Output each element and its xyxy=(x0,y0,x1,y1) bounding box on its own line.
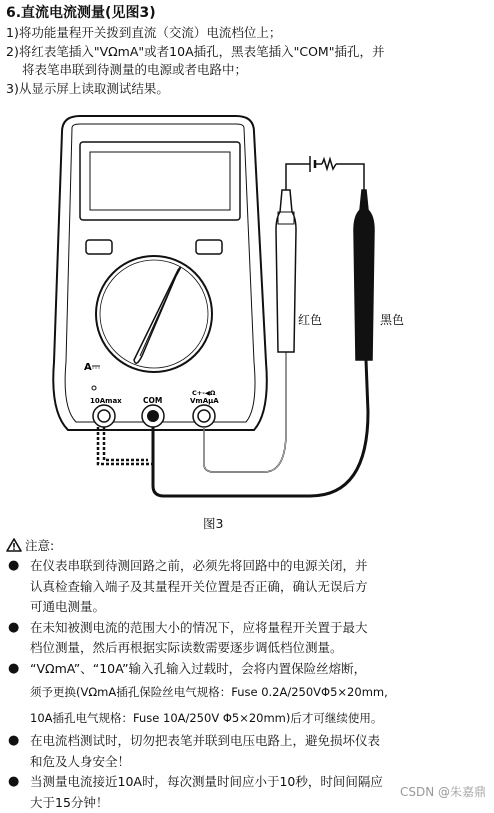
note-line: 大于15分钟！ xyxy=(30,793,488,813)
jack-com-label: COM xyxy=(143,396,162,405)
jack-10a-label: 10Amax xyxy=(90,397,122,405)
note-line: 和危及人身安全！ xyxy=(30,752,488,773)
note-line: “VΩmA”、“10A”输入孔输入过载时，会将内置保险丝熔断， xyxy=(30,659,488,680)
steps xyxy=(6,24,488,98)
rotary-dial xyxy=(96,256,212,372)
notes-list xyxy=(8,556,488,813)
red-probe xyxy=(276,190,296,352)
step-line: 3)从显示屏上读取测试结果。 xyxy=(6,80,488,99)
list-item xyxy=(8,659,488,680)
note-line: 可通电测量。 xyxy=(30,597,488,618)
bullet-icon: ● xyxy=(8,618,30,659)
red-label: 红色 xyxy=(298,313,322,327)
button-left xyxy=(86,240,112,254)
bullet-icon: ● xyxy=(8,731,30,772)
list-item xyxy=(8,618,488,659)
bullet-icon: ● xyxy=(8,659,30,680)
step-line: 2)将红表笔插入"VΩmA"或者10A插孔，黑表笔插入"COM"插孔，并 xyxy=(6,43,488,62)
notice-heading xyxy=(6,536,54,554)
dotted-lead xyxy=(98,427,153,464)
figure-caption: 图3 xyxy=(203,514,223,532)
list-item xyxy=(8,731,488,772)
note-line: 在电流档测试时，切勿把表笔并联到电压电路上，避免损坏仪表 xyxy=(30,731,488,752)
step-line: 1)将功能量程开关拨到直流（交流）电流档位上； xyxy=(6,24,488,43)
watermark: CSDN @朱嘉鼎 xyxy=(400,783,486,800)
black-label: 黑色 xyxy=(380,313,404,327)
note-line: 在未知被测电流的范围大小的情况下，应将量程开关置于最大 xyxy=(30,618,488,639)
bullet-icon: ● xyxy=(8,772,30,813)
fuse-spec-line: 10A插孔电气规格：Fuse 10A/250V Φ5×20mm)后才可继续使用。 xyxy=(8,705,488,731)
black-probe xyxy=(354,190,374,360)
note-line: 在仪表串联到待测回路之前，必须先将回路中的电源关闭，并 xyxy=(30,556,488,577)
button-right xyxy=(196,240,222,254)
jack-v-top-label: C+-◀Ω xyxy=(192,389,216,397)
bullet-icon: ● xyxy=(8,556,30,618)
step-line: 将表笔串联到待测量的电源或者电路中； xyxy=(6,61,488,80)
multimeter-diagram xyxy=(40,112,480,512)
jack-v-label: VmAμA xyxy=(190,397,219,405)
resistor xyxy=(322,159,336,169)
warning-icon xyxy=(6,538,22,552)
list-item xyxy=(8,556,488,618)
note-line: 档位测量，然后再根据实际读数需要逐步调低档位测量。 xyxy=(30,638,488,659)
note-line: 认真检查输入端子及其量程开关位置是否正确，确认无误后方 xyxy=(30,577,488,598)
dial-a-label: A xyxy=(84,362,92,373)
fuse-spec-line: 须予更换(VΩmA插孔保险丝电气规格：Fuse 0.2A/250VΦ5×20mm, xyxy=(8,679,488,705)
note-line: 当测量电流接近10A时，每次测量时间应小于10秒，时间间隔应 xyxy=(30,772,488,793)
notice-label: 注意: xyxy=(25,536,54,554)
section-title: 6.直流电流测量(见图3) xyxy=(6,2,156,22)
